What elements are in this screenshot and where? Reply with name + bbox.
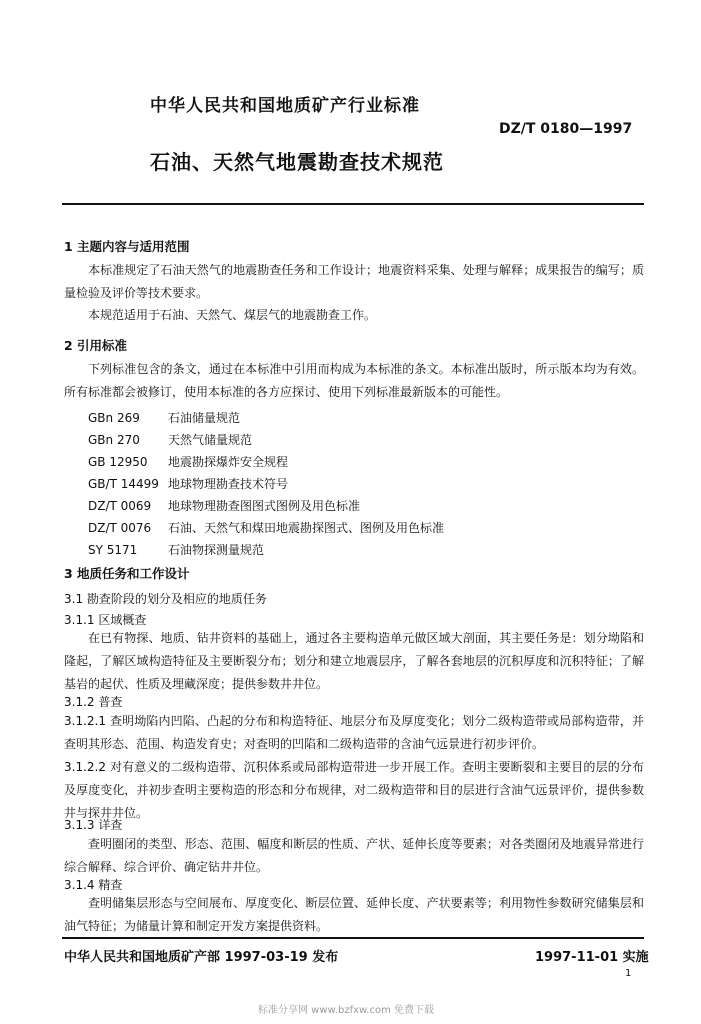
reference-item — [88, 497, 360, 514]
section-3-heading: 3 地质任务和工作设计 — [64, 566, 190, 581]
reference-title: 石油物探测量规范 — [168, 543, 265, 557]
clause-3-1-4-text: 查明储集层形态与空间展布、厚度变化、断层位置、延伸长度、产状要素等；利用物性参数研究储集层和油气特征；为储量计算和制定开发方案提供资料。 — [64, 896, 644, 933]
reference-item — [88, 431, 252, 448]
reference-title: 天然气储量规范 — [168, 433, 253, 447]
section-1-heading: 1 主题内容与适用范围 — [64, 239, 190, 254]
clause-3-1-2-2-text: 3.1.2.2 对有意义的二级构造带、沉积体系或局部构造带进一步开展工作。查明主要断裂和主要目的层的分布及厚度变化，并初步查明主要构造的形态和分布规律，对二级构造带和目的层进行含油气远景评价，提供参数井与探井井位。 — [64, 760, 644, 820]
standard-code: DZ/T 0180—1997 — [499, 121, 633, 137]
clause-3-1-4-heading: 3.1.4 精查 — [64, 878, 123, 892]
reference-item — [88, 475, 288, 492]
page-number: 1 — [625, 968, 632, 979]
section-2-heading: 2 引用标准 — [64, 338, 128, 353]
reference-title: 地球物理勘查图图式图例及用色标准 — [168, 499, 361, 513]
section-1-paragraph-2: 本规范适用于石油、天然气、煤层气的地震勘查工作。 — [88, 308, 377, 322]
reference-item — [88, 409, 240, 426]
clause-3-1-2-1-text: 3.1.2.1 查明坳陷内凹陷、凸起的分布和构造特征、地层分布及厚度变化；划分二级构造带或局部构造带，并查明其形态、范围、构造发育史；对查明的凹陷和二级构造带的含油气远景进行初步评价。 — [64, 714, 644, 751]
reference-item — [88, 541, 264, 558]
section-1-paragraph-1: 本标准规定了石油天然气的地震勘查任务和工作设计；地震资料采集、处理与解释；成果报告的编写；质量检验及评价等技术要求。 — [64, 263, 644, 300]
effective-date: 1997-11-01 实施 — [535, 950, 649, 965]
document-title: 石油、天然气地震勘查技术规范 — [150, 150, 444, 174]
issuing-body-title: 中华人民共和国地质矿产行业标准 — [150, 96, 420, 116]
clause-3-1-1-heading: 3.1.1 区域概查 — [64, 613, 147, 627]
reference-title: 地震勘探爆炸安全规程 — [168, 455, 289, 469]
clause-3-1-2-heading: 3.1.2 普查 — [64, 695, 123, 709]
issue-date: 中华人民共和国地质矿产部 1997-03-19 发布 — [64, 950, 339, 965]
reference-code: DZ/T 0076 — [88, 521, 152, 535]
reference-code: GB 12950 — [88, 455, 148, 469]
watermark-text: 标准分享网 www.bzfxw.com 免费下载 — [258, 1005, 434, 1016]
reference-item — [88, 519, 444, 536]
section-2-paragraph-1: 下列标准包含的条文，通过在本标准中引用而构成为本标准的条文。本标准出版时，所示版本均为有效。所有标准都会被修订，使用本标准的各方应探讨、使用下列标准最新版本的可能性。 — [64, 362, 644, 399]
reference-item — [88, 453, 288, 470]
reference-code: GB/T 14499 — [88, 477, 159, 491]
header-divider — [62, 203, 644, 205]
reference-title: 地球物理勘查技术符号 — [168, 477, 289, 491]
clause-3-1-heading: 3.1 勘查阶段的划分及相应的地质任务 — [64, 592, 267, 606]
reference-title: 石油储量规范 — [168, 411, 241, 425]
clause-3-1-3-text: 查明圈闭的类型、形态、范围、幅度和断层的性质、产状、延伸长度等要素；对各类圈闭及地震异常进行综合解释、综合评价、确定钻井井位。 — [64, 837, 644, 874]
clause-3-1-1-text: 在已有物探、地质、钻井资料的基础上，通过各主要构造单元做区域大剖面，其主要任务是：划分坳陷和隆起，了解区域构造特征及主要断裂分布；划分和建立地震层序，了解各套地层的沉积厚度和沉积特征；了解基岩的起伏、性质及埋藏深度；提供参数井井位。 — [64, 631, 644, 691]
reference-code: DZ/T 0069 — [88, 499, 152, 513]
clause-3-1-3-heading: 3.1.3 详查 — [64, 818, 123, 832]
reference-code: GBn 270 — [88, 433, 140, 447]
reference-code: GBn 269 — [88, 411, 140, 425]
reference-title: 石油、天然气和煤田地震勘探图式、图例及用色标准 — [168, 521, 445, 535]
footer-divider — [62, 937, 644, 939]
reference-code: SY 5171 — [88, 543, 138, 557]
